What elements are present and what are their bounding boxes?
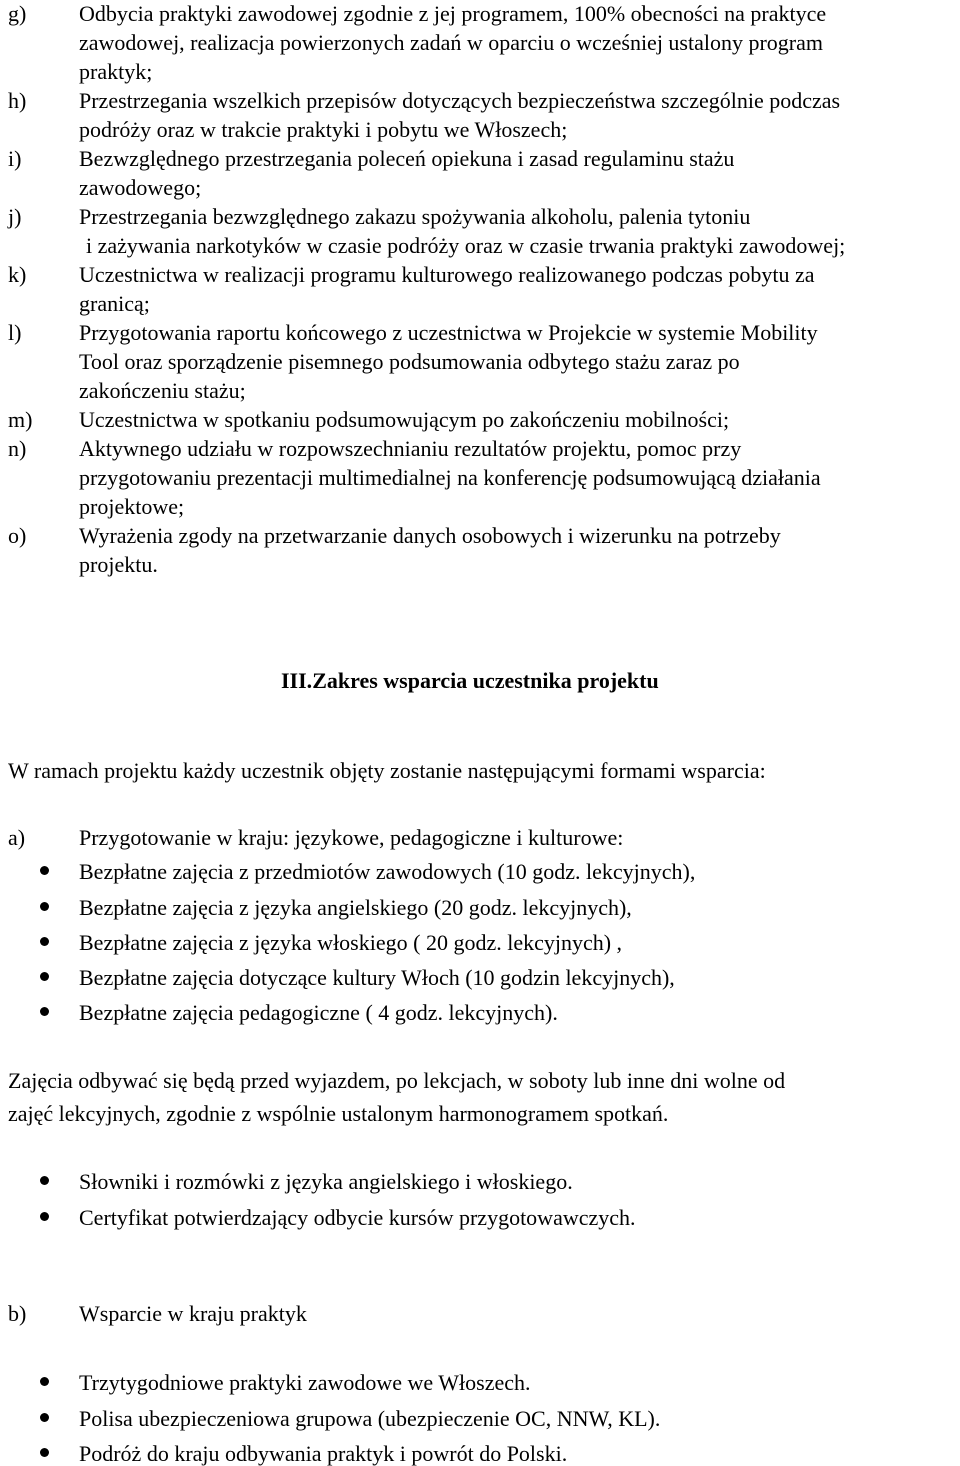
intro-text: W ramach projektu każdy uczestnik objęty zostanie następującymi formami wsparcia: <box>8 758 766 783</box>
bullet-icon <box>40 866 49 875</box>
section-heading <box>281 670 659 692</box>
list-label: k) <box>8 262 27 287</box>
bullet-item: Certyfikat potwierdzający odbycie kursów przygotowawczych. <box>79 1205 636 1230</box>
obligation-text: i zażywania narkotyków w czasie podróży oraz w czasie trwania praktyki zawodowej; <box>86 233 846 258</box>
bullet-item: Bezpłatne zajęcia z języka włoskiego ( 20 godz. lekcyjnych) , <box>79 930 623 955</box>
part-b-heading: Wsparcie w kraju praktyk <box>79 1301 307 1326</box>
obligation-text: Wyrażenia zgody na przetwarzanie danych osobowych i wizerunku na potrzeby <box>79 523 781 548</box>
bullet-item: Bezpłatne zajęcia z języka angielskiego (20 godz. lekcyjnych), <box>79 895 632 920</box>
list-label: n) <box>8 436 27 461</box>
obligation-text: praktyk; <box>79 59 153 84</box>
obligation-text: Przestrzegania bezwzględnego zakazu spożywania alkoholu, palenia tytoniu <box>79 204 751 229</box>
obligation-text: Bezwzględnego przestrzegania poleceń opiekuna i zasad regulaminu stażu <box>79 146 735 171</box>
bullet-icon <box>40 972 49 981</box>
obligation-text: zakończeniu stażu; <box>79 378 246 403</box>
list-label: h) <box>8 88 27 113</box>
bullet-icon <box>40 1448 49 1457</box>
obligation-text: Odbycia praktyki zawodowej zgodnie z jej programem, 100% obecności na praktyce <box>79 1 827 26</box>
bullet-item: Polisa ubezpieczeniowa grupowa (ubezpieczenie OC, NNW, KL). <box>79 1406 661 1431</box>
list-label: g) <box>8 1 27 26</box>
obligation-text: Tool oraz sporządzenie pisemnego podsumowania odbytego stażu zaraz po <box>79 349 740 374</box>
list-label: l) <box>8 320 22 345</box>
bullet-item: Słowniki i rozmówki z języka angielskiego i włoskiego. <box>79 1169 573 1194</box>
obligation-text: Aktywnego udziału w rozpowszechnianiu rezultatów projektu, pomoc przy <box>79 436 742 461</box>
obligation-text: przygotowaniu prezentacji multimedialnej na konferencję podsumowującą działania <box>79 465 821 490</box>
bullet-icon <box>40 1212 49 1221</box>
obligation-text: zawodowego; <box>79 175 202 200</box>
bullet-icon <box>40 1007 49 1016</box>
bullet-item: Bezpłatne zajęcia dotyczące kultury Włoch (10 godzin lekcyjnych), <box>79 965 675 990</box>
obligation-text: granicą; <box>79 291 150 316</box>
note-text: Zajęcia odbywać się będą przed wyjazdem, po lekcjach, w soboty lub inne dni wolne od <box>8 1068 786 1093</box>
obligation-text: Uczestnictwa w spotkaniu podsumowującym po zakończeniu mobilności; <box>79 407 730 432</box>
bullet-icon <box>40 1413 49 1422</box>
bullet-item: Bezpłatne zajęcia z przedmiotów zawodowych (10 godz. lekcyjnych), <box>79 859 696 884</box>
obligation-text: Przestrzegania wszelkich przepisów dotyczących bezpieczeństwa szczególnie podczas <box>79 88 841 113</box>
list-label: b) <box>8 1301 27 1326</box>
list-label: m) <box>8 407 33 432</box>
bullet-item: Podróż do kraju odbywania praktyk i powrót do Polski. <box>79 1441 568 1466</box>
bullet-item: Bezpłatne zajęcia pedagogiczne ( 4 godz. lekcyjnych). <box>79 1000 558 1025</box>
obligation-text: Przygotowania raportu końcowego z uczestnictwa w Projekcie w systemie Mobility <box>79 320 818 345</box>
obligation-text: Uczestnictwa w realizacji programu kulturowego realizowanego podczas pobytu za <box>79 262 815 287</box>
obligation-text: projektu. <box>79 552 158 577</box>
bullet-icon <box>40 937 49 946</box>
part-a-heading: Przygotowanie w kraju: językowe, pedagogiczne i kulturowe: <box>79 825 624 850</box>
list-label: i) <box>8 146 22 171</box>
obligation-text: zawodowej, realizacja powierzonych zadań w oparciu o wcześniej ustalony program <box>79 30 824 55</box>
list-label: a) <box>8 825 26 850</box>
bullet-icon <box>40 902 49 911</box>
bullet-icon <box>40 1176 49 1185</box>
list-label: o) <box>8 523 27 548</box>
obligation-text: projektowe; <box>79 494 185 519</box>
bullet-item: Trzytygodniowe praktyki zawodowe we Włoszech. <box>79 1370 531 1395</box>
section-number: III. <box>281 668 313 693</box>
obligation-text: podróży oraz w trakcie praktyki i pobytu we Włoszech; <box>79 117 568 142</box>
list-label: j) <box>8 204 22 229</box>
note-text: zajęć lekcyjnych, zgodnie z wspólnie ustalonym harmonogramem spotkań. <box>8 1101 669 1126</box>
section-title: Zakres wsparcia uczestnika projektu <box>312 668 659 693</box>
bullet-icon <box>40 1377 49 1386</box>
